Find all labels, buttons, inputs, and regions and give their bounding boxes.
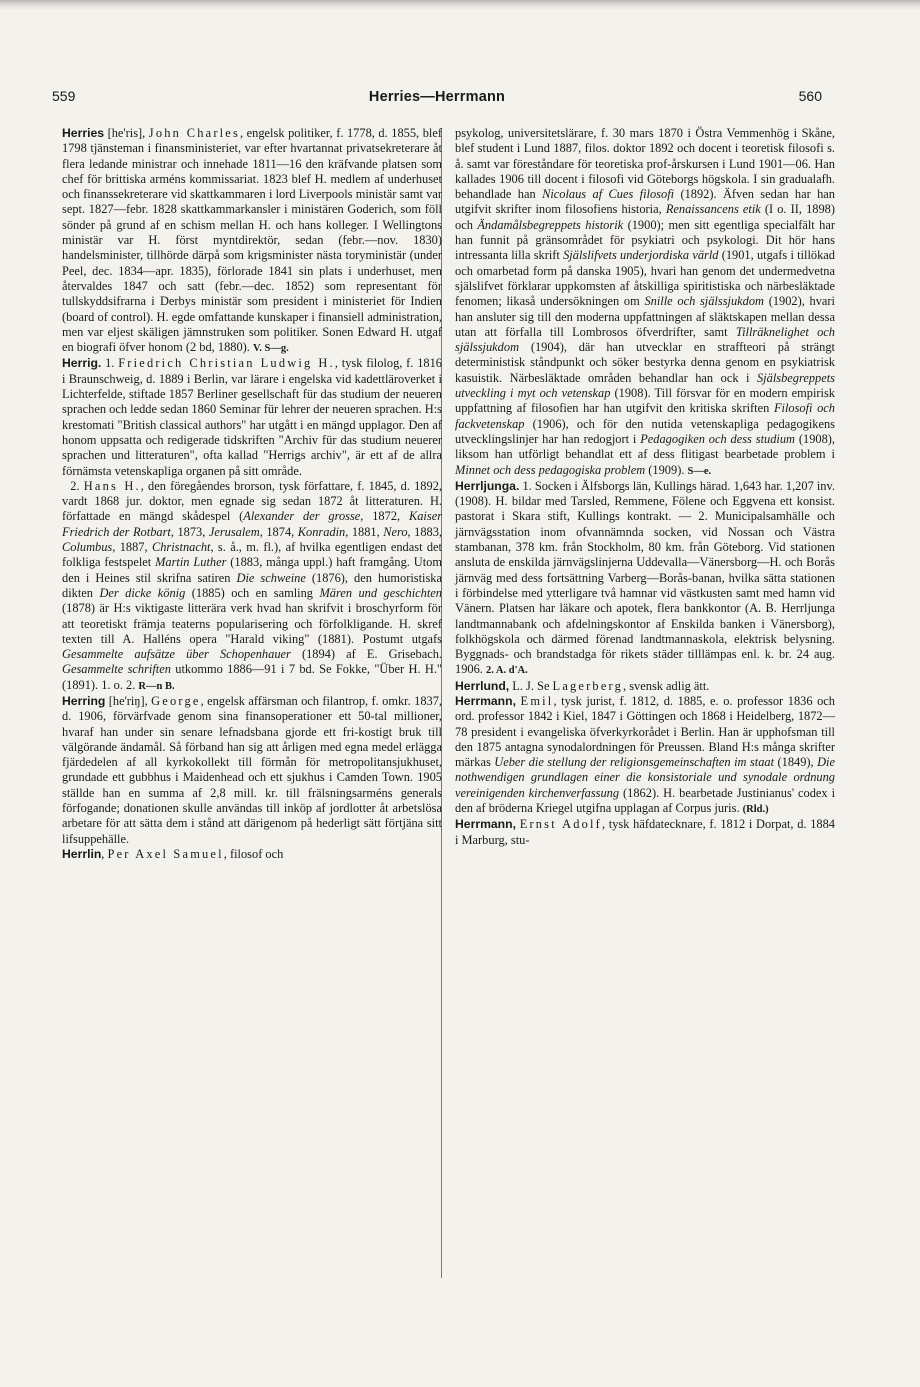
entry-herrlin-continued: psykolog, universitetslärare, f. 30 mars 1870 i Östra Vemmenhög i Skåne, blef student i Lund 1887, filos. doktor 1892 och docent i teoretisk filosofi s. å. samt var föreståndare för teoretiska prof-årskursen i Lund 1901—06. Han kallades 1906 till docent i filosofi vid Göteborgs högskola. I sin gradualafh. behandlade han Nicolaus af Cues filosofi (1892). Äfven sedan har han utgifvit skrifter inom filosofiens historia, Renaissancens etik (I o. II, 1898) och Ändamålsbegreppets historik (1900); men sitt egentliga specialfält har han funnit på gränsområdet för psykiatri och psykologi. Dit hör hans intressanta lilla skrift Själslifvets underjordiska värld (1901, utgafs i tillökad och omarbetad form på danska 1905), hvari han genom det undermedvetna själslifvet förklarar uppkomsten af åtskilliga spiritistiska och närbesläktade fenomen; likaså undersökningen om Snille och själssjukdom (1902), hvari han ansluter sig till den moderna uppfattningen af släktskapen mellan dessa utan att förfalla till Lombrosos öfverdrifter, samt Tillräknelighet och själssjukdom (1904), där han utvecklar en straffteori på strängt deterministisk ståndpunkt och söker bestyrka denna genom en psykiatrisk kasuistik. Närbesläktade områden behandlar han ock i Själsbegreppets utveckling i myt och vetenskap (1908). Till försvar för en modern empirisk uppfattning af filosofien har han utgifvit den kritiska skriften Filosofi och fackvetenskap (1906), och för den nutida vetenskapliga pedagogikens utvecklingslinjer har han redogjort i Pedagogiken och dess studium (1908), liksom han utförligt behandlat ett af dess flitigast bearbetade problem i Minnet och dess pedagogiska problem (1909). S—e. xyxy=(455,126,836,477)
spaced-name: George xyxy=(151,693,201,708)
author-signature: 2. A. d'A. xyxy=(486,665,528,677)
entry-herring: Herring [he'riŋ], George, engelsk affärsman och filantrop, f. omkr. 1837, d. 1906, förvärfvade genom sina finansoperationer ett 50-tal millioner, hvaraf han under sin senare lefnadsbana gjorde ett fri-kostigt bruk till välgörande ändamål. Så förband han sig att årligen med egna medel erlägga fjärdedelen af all kyrkokollekt till förmån för metropolitansjukhuset, grundade ett gubbhus i Maidenhead och ett sjukhus i Camden Town. 1905 ställde han en summa af 2,8 mill. kr. till frälsningsarméns generals förfogande; donationen skulle användas till inköp af jordlotter åt arbetslösa arbetare för att sätta dem i stånd att därigenom på hederligt sätt förtjäna sitt lifsuppehälle. xyxy=(62,693,443,846)
spaced-name: John Charles xyxy=(148,126,241,140)
headword: Herrljunga. xyxy=(455,478,520,493)
entry-herrig-2: 2. Hans H., den föregåendes brorson, tysk författare, f. 1845, d. 1892, vardt 1868 jur. doktor, men egnade sig sedan 1872 åt litteraturen. H. författade en mängd skådespel (Alexander der grosse, 1872, Kaiser Friedrich der Rotbart, 1873, Jerusalem, 1874, Konradin, 1881, Nero, 1883, Columbus, 1887, Christnacht, s. å., m. fl.), af hvilka egentligen endast det folkliga festspelet Martin Luther (1883, många uppl.) haft framgång. Utom den i Heines stil skrifna satiren Die schweine (1876), den humoristiska dikten Der dicke könig (1885) och en samling Mären und geschichten (1878) är H:s viktigaste litterära verk hvad han skrifvit i broschyrform för att teoretiskt främja teaterns popularisering och förfolkligande. H. skref texten till A. Halléns opera "Harald viking" (1881). Postumt utgafs Gesammelte aufsätze über Schopenhauer (1894) af E. Grisebach. Gesammelte schriften utkommo 1886—91 i 7 bd. Se Fokke, "Über H. H." (1891). 1. o. 2. R—n B. xyxy=(62,478,443,692)
page-number-right: 560 xyxy=(798,88,822,104)
entry-herrig: Herrig. 1. Friedrich Christian Ludwig H., tysk filolog, f. 1816 i Braunschweig, d. 1889 i Berlin, var lärare i engelska vid kadettläroverket i Lichterfelde, stiftade 1857 Berliner gesellschaft für das studium der neueren sprachen och ledde sedan 1860 Seminar für lehrer der neueren sprachen. H:s krestomati "British classical authors" har utgått i en mängd upplagor. Den af honom uppsatta och redigerade tidskriften "Archiv für das studium neuerer sprachen und litteraturen", ofta kallad "Herrigs archiv", är ett af de allra förnämsta vetenskapliga organen på sitt område. xyxy=(62,356,442,478)
page-header xyxy=(52,88,822,105)
scan-edge xyxy=(0,0,920,10)
entry-herrljunga: Herrljunga. 1. Socken i Älfsborgs län, Kullings härad. 1,643 har. 1,207 inv. (1908). H. bildar med Tarsled, Remmene, Fölene och Eggvena ett konsist. pastorat i Skara stift, Kullings kontrakt. — 2. Municipalsamhälle och järnvägsstation inom ofvannämnda socken, vid Nossan och Västra stambanan, 378 km. från Stockholm, 80 km. från Göteborg. Vid stationen ansluta de enskilda järnvägslinjerna Uddevalla—Vänersborg—H. och Borås järnväg med dess fortsättning Varberg—Borås-banan, hvilka sätta stationen i förbindelse med ytterligare två hamnar vid västkusten samt med hamn vid Vänern. Platsen har läkare och apotek, flera bankkontor (A. B. Herrljunga landtmannabank och afdelningskontor af Enskilda banken i Vänersborg), folkhögskola och därmed förenad landtmannaskola, elektrisk belysning. Byggnads- och brandstadga för rikets städer tilllämpas enl. k. br. 24 aug. 1906. 2. A. d'A. xyxy=(455,478,835,677)
spaced-name: Ernst Adolf xyxy=(519,817,602,832)
headword: Herrmann, xyxy=(455,817,516,832)
spaced-name: Emil xyxy=(520,693,554,708)
author-signature: (Rld.) xyxy=(742,804,769,816)
spaced-name: Friedrich Christian Ludwig H. xyxy=(118,356,335,371)
column-right xyxy=(455,126,835,848)
headword: Herrig. xyxy=(62,356,102,371)
author-signature: V. S—g. xyxy=(253,343,289,355)
entry-herrlund: Herrlund, L. J. Se Lagerberg, svensk adlig ätt. xyxy=(455,678,710,693)
entry-herrmann-ernst: Herrmann, Ernst Adolf, tysk häfdatecknare, f. 1812 i Dorpat, d. 1884 i Marburg, stu- xyxy=(455,817,835,847)
headword: Herrlund, xyxy=(455,678,510,693)
entry-herrlin: Herrlin, Per Axel Samuel, filosof och xyxy=(62,846,284,861)
column-left xyxy=(62,126,442,862)
spaced-name: Per Axel Samuel xyxy=(107,846,224,861)
running-title: Herries—Herrmann xyxy=(368,89,506,105)
headword: Herries xyxy=(62,126,105,140)
entry-herrmann-emil: Herrmann, Emil, tysk jurist, f. 1812, d. 1885, e. o. professor 1836 och ord. professor 1842 i Kiel, 1847 i Göttingen och 1868 i Heidelberg, 1872—78 president i evangeliska öfverkyrkorådet i Berlin. Han är upphofsman till den 1875 antagna synodalordningen för Preussen. Bland H:s många skrifter märkas Ueber die stellung der religionsgemeinschaften im staat (1849), Die nothwendigen grundlagen einer die konsistoriale und synodale ordnung vereinigenden kirchenverfassung (1862). H. bearbetade Justinianus' codex i den af bröderna Kriegel utgifna upplagan af Corpus juris. (Rld.) xyxy=(455,693,836,816)
entry-herries: Herries [he'ris], John Charles, engelsk politiker, f. 1778, d. 1855, blef 1798 tjänsteman i finansministeriet, var efter hvartannat privatsekreterare åt flera ledande ministrar och innehade 1811—16 den kräfvande platsen som chef för brittiska arméns kommissariat. 1823 blef H. medlem af underhuset och finanssekreterare vid skattkammaren i lord Liverpools ministär samt var sept. 1827—febr. 1828 skattkammarkansler i ministären Goderich, som föll sönder på grund af en schism mellan H. och hans kolleger. I Wellingtons ministär var H. först myntdirektör, sedan (febr.—nov. 1830) handelsminister, tillhörde därpå som krigsminister nästa toryministär (under Peel, dec. 1834—apr. 1835), förlorade 1841 sin plats i underhuset, men återvaldes 1847 och satt (febr.—dec. 1852) som representant för tullskyddsifrarna i Derbys ministär som president i ministeriet för Indien (board of control). H. egde omfattande kunskaper i finansiell administration, men var eljest skäligen jämnstruken som politiker. Sonen Edward H. utgaf en biografi öfver honom (2 bd, 1880). V. S—g. xyxy=(62,126,442,355)
headword: Herrlin xyxy=(62,846,102,861)
spaced-name: Lagerberg xyxy=(552,678,624,693)
author-signature: R—n B. xyxy=(138,680,175,692)
page-number-left: 559 xyxy=(52,88,76,104)
author-signature: S—e. xyxy=(687,465,712,477)
headword: Herring xyxy=(62,693,106,708)
spaced-name: Hans H. xyxy=(83,478,141,493)
headword: Herrmann, xyxy=(455,693,516,708)
